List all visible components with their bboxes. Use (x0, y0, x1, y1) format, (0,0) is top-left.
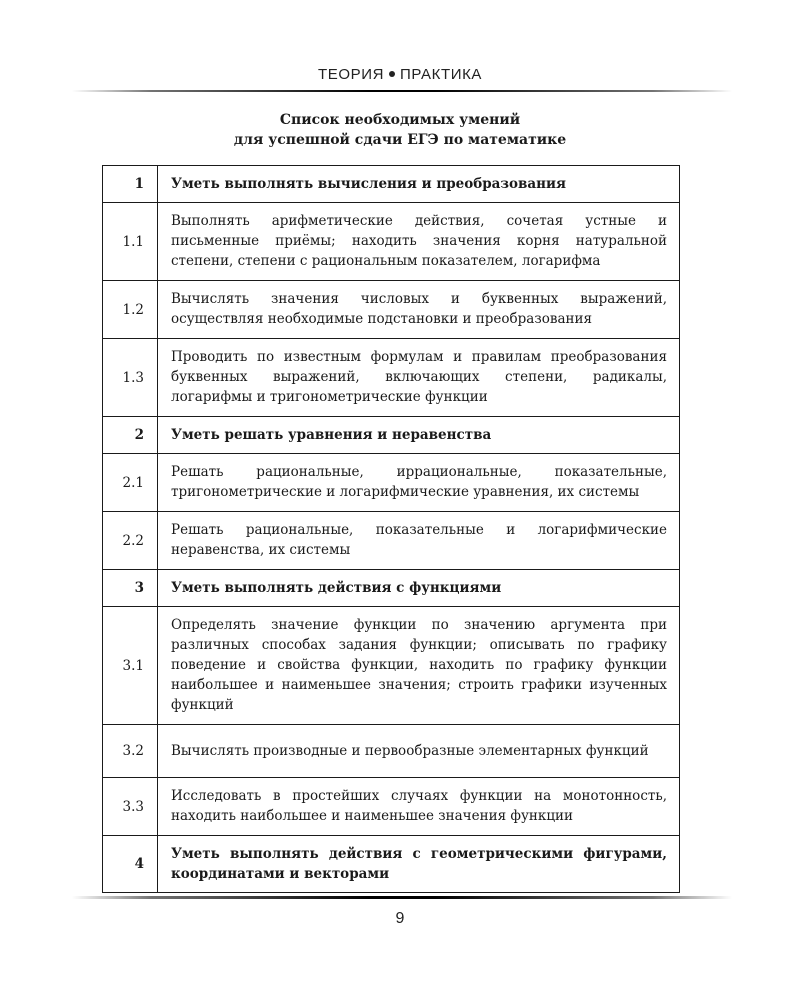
row-text: Вычислять значения числовых и буквенных выражений, осуществляя необходимые подстановки и преобразования (158, 281, 680, 339)
table-row (103, 512, 680, 570)
page-number: 9 (395, 910, 405, 927)
row-text: Проводить по известным формулам и правилам преобразования буквенных выражений, включающих степени, радикалы, логарифмы и тригонометрические функции (158, 339, 680, 417)
table-row-section (103, 836, 680, 893)
row-number: 2.2 (103, 512, 158, 570)
table-row (103, 725, 680, 778)
footer-rule (72, 896, 732, 899)
row-number: 1.1 (103, 203, 158, 281)
table-row (103, 778, 680, 836)
row-number: 4 (103, 836, 158, 893)
row-text: Определять значение функции по значению аргумента при различных способах задания функции; описывать по графику поведение и свойства функции, находить по графику функции наибольшее и наименьшее значения; строить графики изученных функций (158, 607, 680, 725)
skills-table (102, 165, 680, 893)
row-number: 3.3 (103, 778, 158, 836)
page-title-line-2: для успешной сдачи ЕГЭ по математике (233, 132, 567, 148)
row-number: 2 (103, 417, 158, 454)
row-number: 1.2 (103, 281, 158, 339)
row-number: 1 (103, 166, 158, 203)
row-text: Уметь выполнять вычисления и преобразования (158, 166, 680, 203)
page-title-line-1: Список необходимых умений (279, 112, 521, 128)
table-row (103, 281, 680, 339)
table-row-section (103, 570, 680, 607)
row-number: 1.3 (103, 339, 158, 417)
row-text: Решать рациональные, показательные и логарифмические неравенства, их системы (158, 512, 680, 570)
row-number: 3 (103, 570, 158, 607)
row-text: Уметь решать уравнения и неравенства (158, 417, 680, 454)
table-row-section (103, 166, 680, 203)
header-rule (72, 90, 732, 92)
table-row (103, 607, 680, 725)
row-text: Вычислять производные и первообразные элементарных функций (158, 725, 680, 778)
row-number: 2.1 (103, 454, 158, 512)
header-left-text: ТЕОРИЯ (317, 66, 385, 83)
table-row (103, 454, 680, 512)
row-text: Решать рациональные, иррациональные, показательные, тригонометрические и логарифмические уравнения, их системы (158, 454, 680, 512)
table-row (103, 339, 680, 417)
row-text: Исследовать в простейших случаях функции на монотонность, находить наибольшее и наименьшее значения функции (158, 778, 680, 836)
running-header (0, 66, 800, 83)
bullet-dot-icon (389, 71, 395, 77)
row-number: 3.1 (103, 607, 158, 725)
header-right-text: ПРАКТИКА (400, 66, 483, 83)
page-title (0, 110, 800, 150)
row-number: 3.2 (103, 725, 158, 778)
row-text: Уметь выполнять действия с геометрическими фигурами, координатами и векторами (158, 836, 680, 893)
table-row (103, 203, 680, 281)
table-row-section (103, 417, 680, 454)
row-text: Уметь выполнять действия с функциями (158, 570, 680, 607)
row-text: Выполнять арифметические действия, сочетая устные и письменные приёмы; находить значения корня натуральной степени, степени с рациональным показателем, логарифма (158, 203, 680, 281)
